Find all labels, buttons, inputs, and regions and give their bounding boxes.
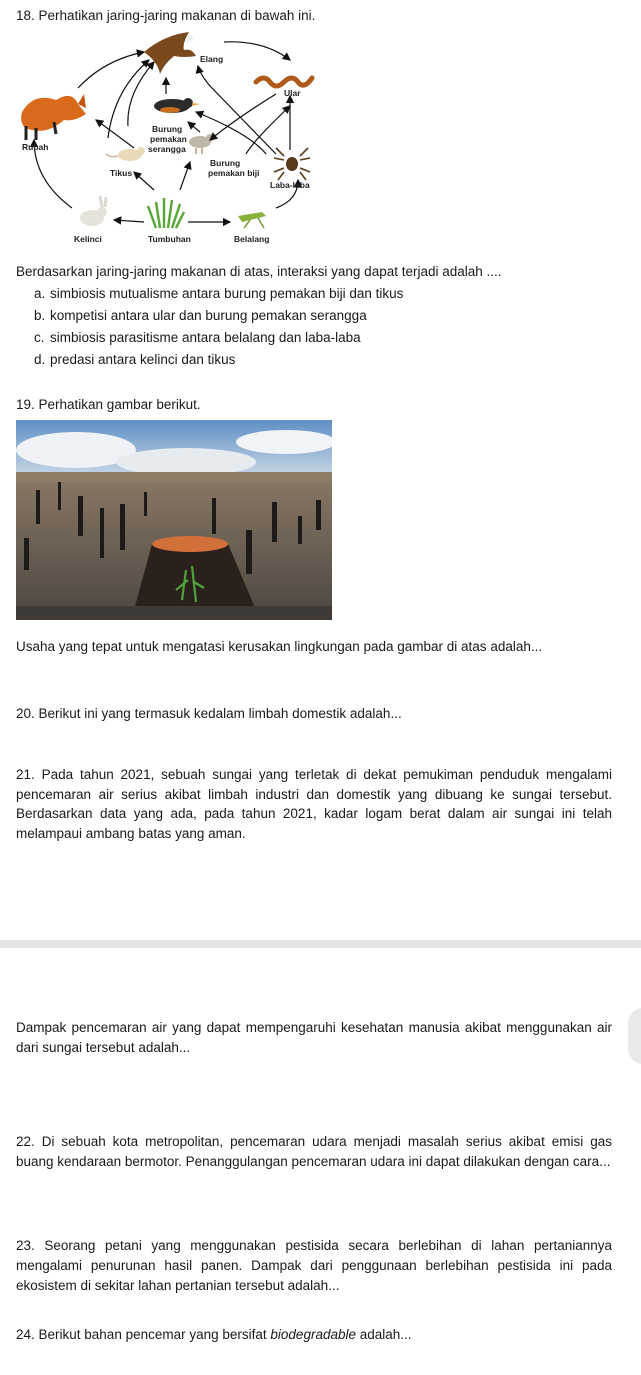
spider-icon (274, 148, 310, 180)
q21-text: 21. Pada tahun 2021, sebuah sungai yang terletak di dekat pemukiman penduduk mengalami pencemaran air serius akibat limbah industri dan domestik yang dibuang ke sungai tersebut. Berdasarkan data yang ada, pada tahun 2021, kadar logam berat dalam air sungai ini telah melampaui ambang batas yang aman. (16, 767, 612, 841)
label-elang: Elang (200, 54, 224, 64)
rabbit-icon (80, 196, 107, 226)
option-text: predasi antara kelinci dan tikus (50, 352, 236, 367)
snake-icon (256, 78, 312, 86)
option-letter: c. (34, 330, 45, 345)
label-belalang: Belalang (234, 234, 270, 244)
label-tikus: Tikus (110, 168, 133, 178)
page-separator (0, 940, 641, 948)
q20-text: 20. Berikut ini yang termasuk kedalam limbah domestik adalah... (16, 706, 402, 721)
label-tumbuhan: Tumbuhan (148, 234, 191, 244)
q18-option-c[interactable] (34, 328, 361, 347)
grasshopper-icon (238, 212, 266, 228)
mouse-icon (106, 147, 145, 161)
label-burung-biji-2: pemakan biji (208, 168, 260, 178)
q18-option-d[interactable] (34, 350, 235, 369)
q24-before: 24. Berikut bahan pencemar yang bersifat (16, 1327, 271, 1342)
q24-text (16, 1325, 612, 1344)
q23-text: 23. Seorang petani yang menggunakan pestisida secara berlebihan di lahan pertaniannya mengalami penurunan hasil panen. Dampak dari penggunaan berlebihan pestisida ini pada ekosistem di sekitar lahan pertanian tersebut adalah... (16, 1238, 612, 1293)
insect-eating-bird-icon (154, 98, 200, 113)
eagle-icon (144, 32, 196, 74)
label-burung-serangga-2: pemakan (150, 134, 187, 144)
q24-italic-term: biodegradable (270, 1327, 356, 1342)
q18-option-b[interactable] (34, 306, 367, 325)
q19-question: Usaha yang tepat untuk mengatasi kerusakan lingkungan pada gambar di atas adalah... (16, 639, 543, 654)
option-text: kompetisi antara ular dan burung pemakan serangga (50, 308, 367, 323)
label-burung-biji-1: Burung (210, 158, 241, 168)
scroll-handle[interactable] (628, 1008, 641, 1064)
label-kelinci: Kelinci (74, 234, 102, 244)
label-rubah: Rubah (22, 142, 49, 152)
label-burung-serangga-1: Burung (152, 124, 183, 134)
option-text: simbiosis mutualisme antara burung pemakan biji dan tikus (50, 286, 404, 301)
deforestation-photo (16, 420, 332, 620)
option-letter: a. (34, 286, 46, 301)
q22-text: 22. Di sebuah kota metropolitan, pencemaran udara menjadi masalah serius akibat emisi gas buang kendaraan bermotor. Penanggulangan pencemaran udara ini dapat dilakukan dengan cara... (16, 1134, 612, 1169)
label-ular: Ular (284, 88, 301, 98)
label-burung-serangga-3: serangga (148, 144, 186, 154)
q18-question: Berdasarkan jaring-jaring makanan di atas, interaksi yang dapat terjadi adalah .... (16, 264, 502, 279)
q21-question: Dampak pencemaran air yang dapat mempengaruhi kesehatan manusia akibat menggunakan air dari sungai tersebut adalah... (16, 1020, 612, 1055)
label-laba: Laba-laba (270, 180, 310, 190)
option-letter: b. (34, 308, 46, 323)
q24-after: adalah... (355, 1327, 412, 1342)
fox-icon (21, 94, 86, 140)
q18-option-a[interactable] (34, 284, 403, 303)
option-text: simbiosis parasitisme antara belalang dan laba-laba (50, 330, 361, 345)
q18-title: 18. Perhatikan jaring-jaring makanan di bawah ini. (16, 8, 316, 23)
food-web-diagram (14, 30, 324, 252)
grass-icon (148, 198, 184, 228)
q19-title: 19. Perhatikan gambar berikut. (16, 397, 201, 412)
option-letter: d. (34, 352, 46, 367)
